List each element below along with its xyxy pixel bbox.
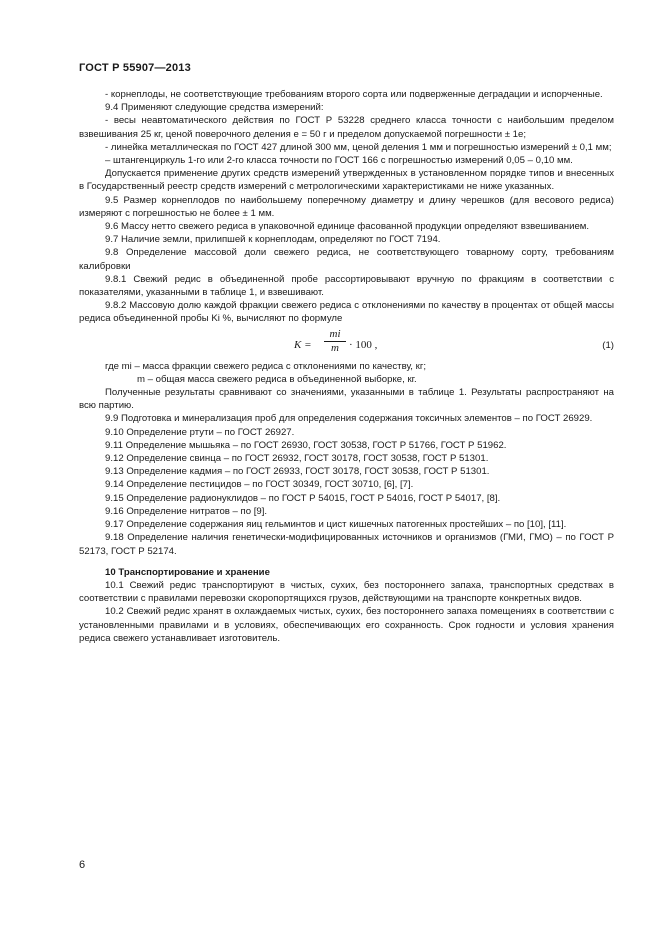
paragraph: - линейка металлическая по ГОСТ 427 длиной 300 мм, ценой деления 1 мм и погрешностью измерений ± 0,1 мм; xyxy=(105,141,612,153)
formula-rhs: · 100 , xyxy=(349,338,378,351)
paragraph: 9.15 Определение радионуклидов – по ГОСТ Р 54015, ГОСТ Р 54016, ГОСТ Р 54017, [8]. xyxy=(105,492,501,504)
paragraph: 9.5 Размер корнеплодов по наибольшему поперечному диаметру и длину черешков (для весового редиса) измеряют с погрешностью не более ± 1 мм. xyxy=(79,194,614,219)
formula-block xyxy=(79,326,614,360)
paragraph: m – общая масса свежего редиса в объединенной выборке, кг. xyxy=(137,373,417,385)
paragraph: где mi – масса фракции свежего редиса с отклонениями по качеству, кг; xyxy=(105,360,426,372)
paragraph: 10.2 Свежий редис хранят в охлаждаемых чистых, сухих, без постороннего запаха помещениях в соответствии с установленными правилами и в условиях, обеспечивающих его сохранность. Срок годности и условия хранения редиса свежего устанавливает изготовитель. xyxy=(79,606,614,644)
paragraph: - весы неавтоматического действия по ГОСТ Р 53228 среднего класса точности с наибольшим пределом взвешивания 25 кг, ценой поверочного деления е = 50 г и пределом допускаемой погрешности ± 1е; xyxy=(79,115,614,140)
paragraph: Полученные результаты сравнивают со значениями, указанными в таблице 1. Результаты распространяют на всю партию. xyxy=(79,387,614,412)
paragraph: 9.8.2 Массовую долю каждой фракции свежего редиса с отклонениями по качеству в процентах от общей массы редиса объединенной пробы Ki %, вычисляют по формуле xyxy=(79,300,614,325)
paragraph: 9.7 Наличие земли, прилипшей к корнеплодам, определяют по ГОСТ 7194. xyxy=(105,234,441,246)
spacer xyxy=(79,558,614,566)
page-number: 6 xyxy=(79,859,86,871)
document-body xyxy=(79,88,614,645)
paragraph: 9.12 Определение свинца – по ГОСТ 26932, ГОСТ 30178, ГОСТ 30538, ГОСТ Р 51301. xyxy=(105,453,489,465)
paragraph: 9.16 Определение нитратов – по [9]. xyxy=(105,505,268,517)
paragraph: 9.6 Массу нетто свежего редиса в упаковочной единице фасованной продукции определяют взвешиванием. xyxy=(105,221,590,233)
paragraph: 9.13 Определение кадмия – по ГОСТ 26933, ГОСТ 30178, ГОСТ 30538, ГОСТ Р 51301. xyxy=(105,466,490,478)
formula-denominator: m xyxy=(331,341,339,354)
paragraph: 9.11 Определение мышьяка – по ГОСТ 26930, ГОСТ 30538, ГОСТ Р 51766, ГОСТ Р 51962. xyxy=(105,439,507,451)
formula-number: (1) xyxy=(602,339,614,351)
formula-fraction xyxy=(324,328,346,355)
paragraph: 9.18 Определение наличия генетически-модифицированных источников и организмов (ГМИ, ГМО) – по ГОСТ Р 52173, ГОСТ Р 52174. xyxy=(79,532,614,557)
paragraph: 9.14 Определение пестицидов – по ГОСТ 30349, ГОСТ 30710, [6], [7]. xyxy=(105,479,414,491)
paragraph: 9.8 Определение массовой доли свежего редиса, не соответствующего товарному сорту, требованиям калибровки xyxy=(79,247,614,272)
formula-lhs: K = xyxy=(294,338,312,351)
paragraph: Допускается применение других средств измерений утвержденных в установленном порядке типов и внесенных в Государственный реестр средств измерений с метрологическими характеристиками не ниже указанных. xyxy=(79,168,614,193)
paragraph: 9.17 Определение содержания яиц гельминтов и цист кишечных патогенных простейших – по [10], [11]. xyxy=(105,519,567,531)
paragraph: – штангенциркуль 1-го или 2-го класса точности по ГОСТ 166 с погрешностью измерений 0,05 – 0,10 мм. xyxy=(105,155,573,167)
paragraph: 9.4 Применяют следующие средства измерений: xyxy=(105,102,324,114)
paragraph: 10.1 Свежий редис транспортируют в чистых, сухих, без постороннего запаха, транспортных средствах в соответствии с правилами перевозки скоропортящихся грузов, действующими на транспорте конкретных видов. xyxy=(79,579,614,605)
paragraph: 9.10 Определение ртути – по ГОСТ 26927. xyxy=(105,426,295,438)
paragraph: 9.8.1 Свежий редис в объединенной пробе рассортировывают вручную по фракциям в соответствии с показателями, указанными в таблице 1, и взвешивают. xyxy=(79,273,614,299)
document-header: ГОСТ Р 55907—2013 xyxy=(79,62,191,74)
section-heading: 10 Транспортирование и хранение xyxy=(105,566,270,578)
formula-numerator: mi xyxy=(324,328,346,342)
paragraph: 9.9 Подготовка и минерализация проб для определения содержания токсичных элементов – по ГОСТ 26929. xyxy=(105,413,593,425)
paragraph: - корнеплоды, не соответствующие требованиям второго сорта или подверженные деградации и испорченные. xyxy=(105,89,603,100)
